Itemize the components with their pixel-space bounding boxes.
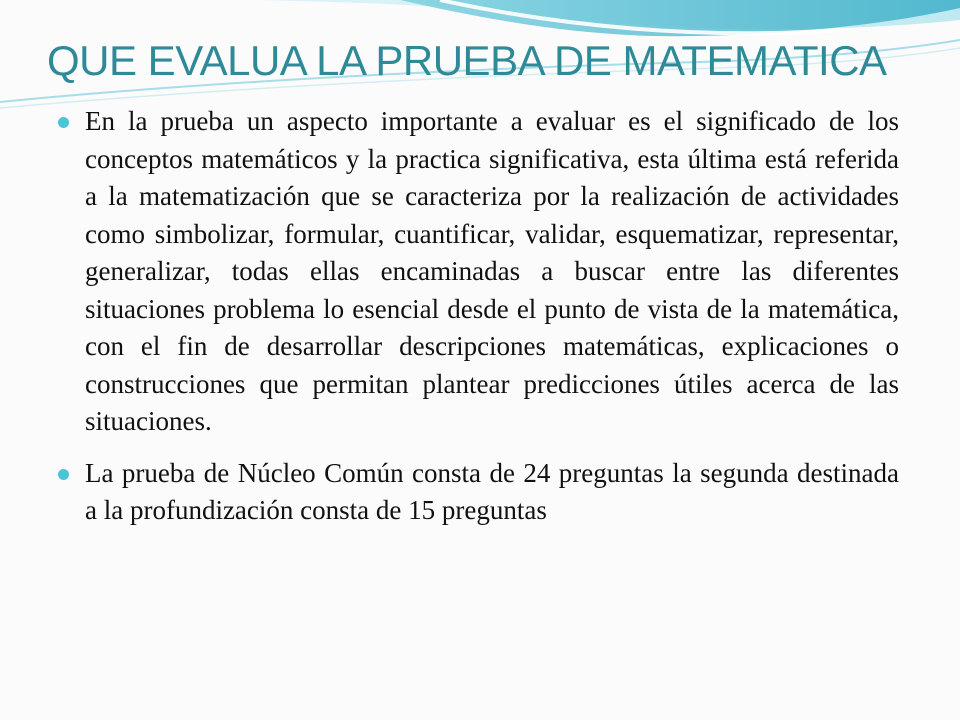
bullet-list (85, 103, 899, 544)
bullet-text: La prueba de Núcleo Común consta de 24 preguntas la segunda destinada a la profundización consta de 15 preguntas (85, 457, 899, 525)
bullet-item (85, 103, 899, 441)
bullet-dot-icon (58, 117, 69, 128)
bullet-text: En la prueba un aspecto importante a evaluar es el significado de los conceptos matemáticos y la practica significativa, esta última está referida a la matematización que se caracteriza por la realización de actividades como simbolizar, formular, cuantificar, validar, esquematizar, representar, generalizar, todas ellas encaminadas a buscar entre las diferentes situaciones problema lo esencial desde el punto de vista de la matemática, con el fin de desarrollar descripciones matemáticas, explicaciones o construcciones que permitan plantear predicciones útiles acerca de las situaciones. (85, 106, 899, 436)
slide-title: QUE EVALUA LA PRUEBA DE MATEMATICA (47, 37, 887, 84)
bullet-dot-icon (58, 469, 69, 480)
bullet-item (85, 455, 899, 530)
